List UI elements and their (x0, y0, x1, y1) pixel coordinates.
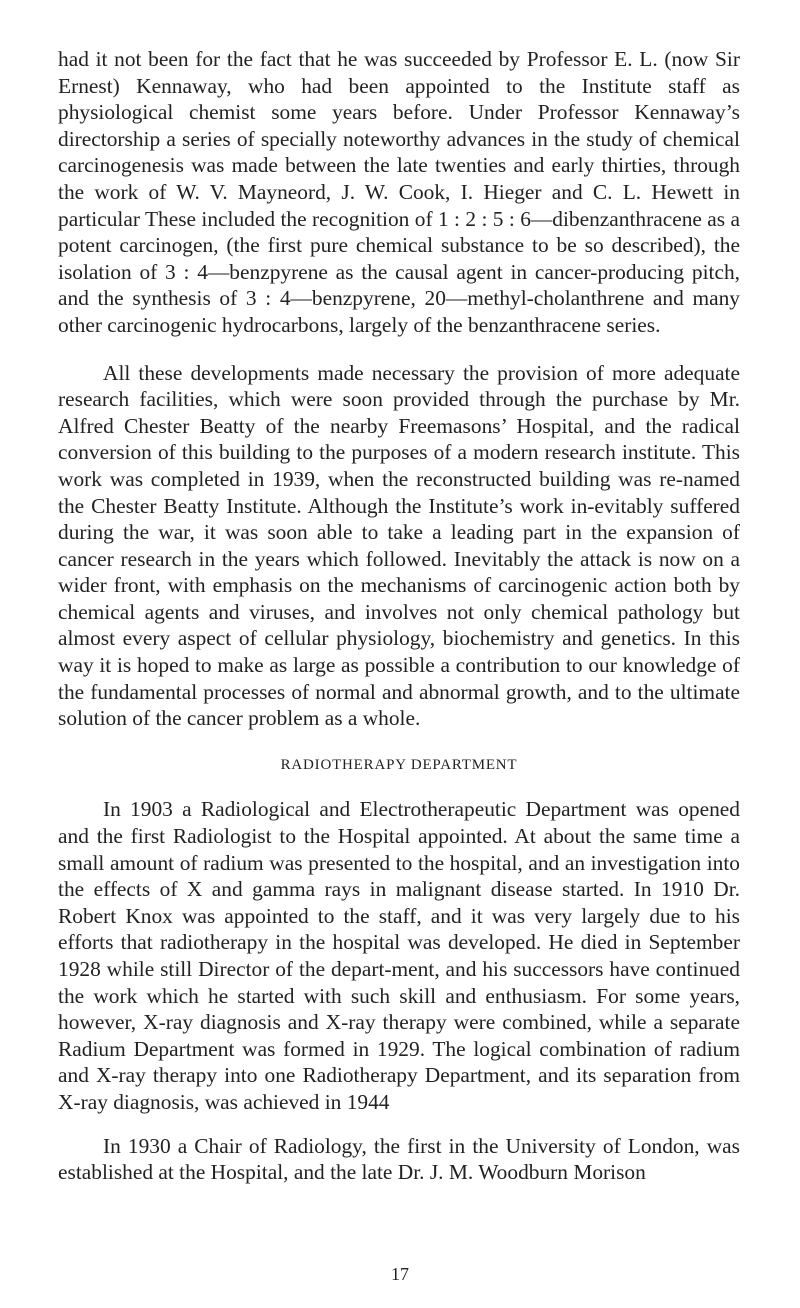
paragraph-chester-beatty-institute: All these developments made necessary the provision of more adequate research facilities, which were soon provided through the purchase by Mr. Alfred Chester Beatty of the nearby Freemasons’ Hospital, and the radical conversion of this building to the purposes of a modern research institute. This work was completed in 1939, when the reconstructed building was re-named the Chester Beatty Institute. Although the Institute’s work in-evitably suffered during the war, it was soon able to take a leading part in the expansion of cancer research in the years which followed. Inevitably the attack is now on a wider front, with emphasis on the mechanisms of carcinogenic action both by chemical agents and viruses, and involves not only chemical pathology but almost every aspect of cellular physiology, biochemistry and genetics. In this way it is hoped to make as large as possible a contribution to our knowledge of the fundamental processes of normal and abnormal growth, and to the ultimate solution of the cancer problem as a whole. (58, 360, 740, 731)
document-page (58, 46, 740, 1186)
paragraph-radiological-department: In 1903 a Radiological and Electrotherapeutic Department was opened and the first Radiologist to the Hospital appointed. At about the same time a small amount of radium was presented to the hospital, and an investigation into the effects of X and gamma rays in malignant disease started. In 1910 Dr. Robert Knox was appointed to the staff, and it was very largely due to his efforts that radiotherapy in the hospital was developed. He died in September 1928 while still Director of the depart-ment, and his successors have continued the work which he started with such skill and enthusiasm. For some years, however, X-ray diagnosis and X-ray therapy were combined, while a separate Radium Department was formed in 1929. The logical combination of radium and X-ray therapy into one Radiotherapy Department, and its separation from X-ray diagnosis, was achieved in 1944 (58, 797, 740, 1114)
paragraph-chair-of-radiology: In 1930 a Chair of Radiology, the first in the University of London, was established at the Hospital, and the late Dr. J. M. Woodburn Morison (58, 1133, 740, 1185)
section-heading-radiotherapy: RADIOTHERAPY DEPARTMENT (280, 756, 518, 773)
paragraph-kennaway-carcinogenesis: had it not been for the fact that he was succeeded by Professor E. L. (now Sir Ernest) Kennaway, who had been appointed to the Institute staff as physiological chemist some years before. Under Professor Kennaway’s directorship a series of specially noteworthy advances in the study of chemical carcinogenesis was made between the late twenties and early thirties, through the work of W. V. Mayneord, J. W. Cook, I. Hieger and C. L. Hewett in particular These included the recognition of 1 : 2 : 5 : 6—dibenzanthracene as a potent carcinogen, (the first pure chemical substance to be so described), the isolation of 3 : 4—benzpyrene as the causal agent in cancer-producing pitch, and the synthesis of 3 : 4—benzpyrene, 20—methyl-cholanthrene and many other carcinogenic hydrocarbons, largely of the benzanthracene series. (58, 47, 740, 337)
page-number: 17 (391, 1264, 409, 1284)
